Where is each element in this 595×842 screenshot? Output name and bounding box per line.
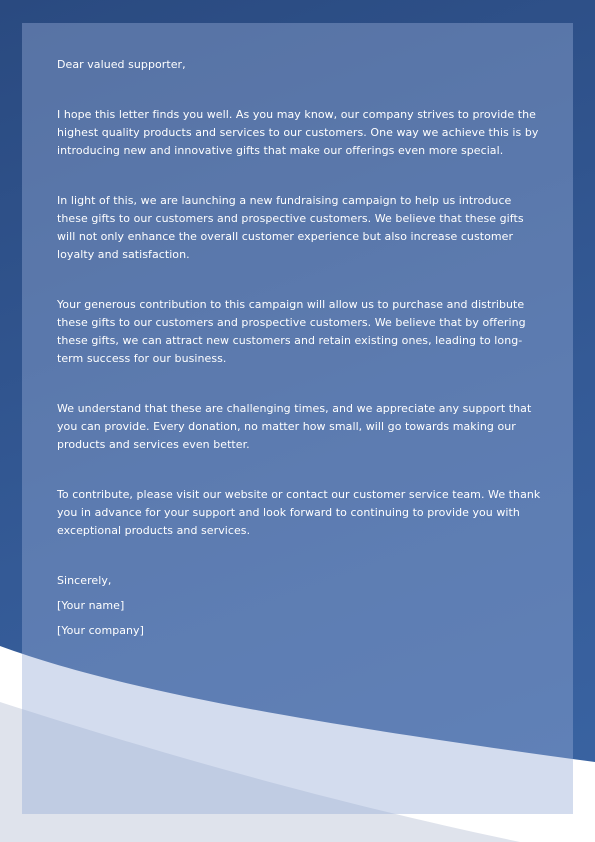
letter-closing: Sincerely,: [57, 574, 112, 587]
letter-salutation: Dear valued supporter,: [57, 58, 186, 71]
signature-name: [Your name]: [57, 599, 125, 612]
letter-paragraph: We understand that these are challenging times, and we appreciate any support that you can provide. Every donation, no matter how small, will go towards making our products and services even better.: [57, 402, 532, 451]
letter-body: [57, 56, 541, 640]
letter-paragraph: Your generous contribution to this campaign will allow us to purchase and distribute these gifts to our customers and prospective customers. We believe that by offering these gifts, we can attract new customers and retain existing ones, leading to long-term success for our business.: [57, 298, 526, 365]
signature-company: [Your company]: [57, 624, 144, 637]
letter-paragraph: In light of this, we are launching a new fundraising campaign to help us introduce these gifts to our customers and prospective customers. We believe that these gifts will not only enhance the overall customer experience but also increase customer loyalty and satisfaction.: [57, 194, 524, 261]
letter-paragraph: To contribute, please visit our website or contact our customer service team. We thank you in advance for your support and look forward to continuing to provide you with exceptional products and services.: [57, 488, 541, 537]
letter-paragraph: I hope this letter finds you well. As you may know, our company strives to provide the highest quality products and services to our customers. One way we achieve this is by introducing new and innovative gifts that make our offerings even more special.: [57, 108, 539, 157]
